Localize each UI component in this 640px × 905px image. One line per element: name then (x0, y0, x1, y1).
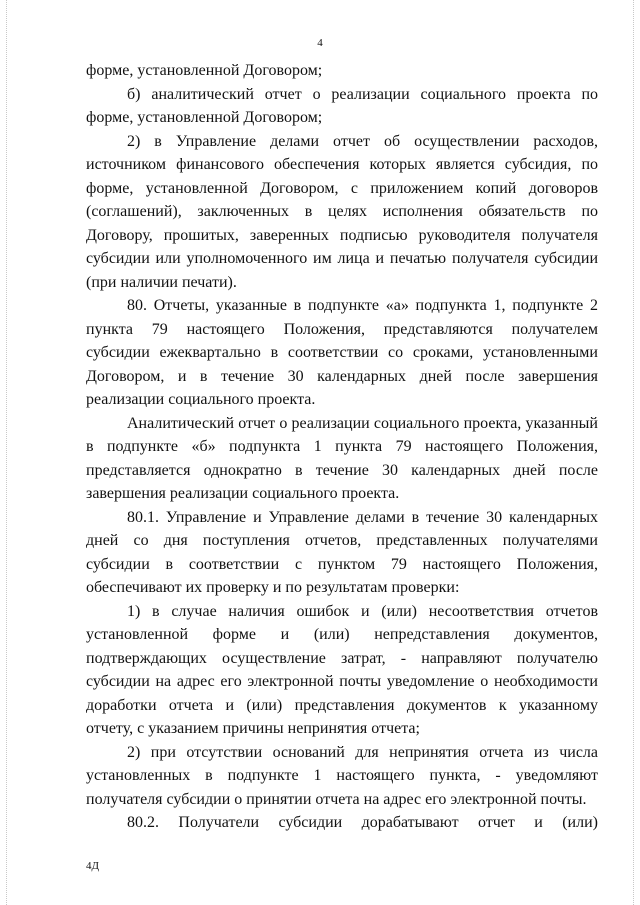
text-line: 80. Отчеты, указанные в подпункте «а» подпункта 1, подпункте 2 (127, 297, 598, 314)
text-line: б) аналитический отчет о реализации социального проекта по (127, 85, 598, 103)
text-line: Договору, прошитых, заверенных подписью руководителя получателя (86, 226, 598, 244)
text-line: получателя субсидии о принятии отчета на адрес его электронной почты. (86, 790, 587, 808)
text-line: 80.1. Управление и Управление делами в течение 30 календарных (127, 508, 598, 526)
text-line: реализации социального проекта. (86, 391, 316, 408)
text-line: отчету, с указанием причины непринятия отчета; (86, 720, 420, 737)
text-line: субсидии или уполномоченного им лица и печатью получателя субсидии (86, 250, 598, 267)
paragraph (86, 412, 598, 506)
text-line: Договором, и в течение 30 календарных дней после завершения (86, 367, 598, 385)
text-line: 2) при отсутствии оснований для непринятия отчета из числа (127, 743, 598, 761)
paragraph (86, 506, 598, 600)
text-line: субсидии в соответствии с пунктом 79 настоящего Положения, (86, 555, 598, 573)
text-line: обеспечивают их проверку и по результатам проверки: (86, 579, 460, 596)
text-line: Аналитический отчет о реализации социального проекта, указанный (127, 414, 598, 432)
text-line: 2) в Управление делами отчет об осуществлении расходов, (127, 132, 598, 150)
paragraph (86, 600, 598, 741)
footer-mark: 4Д (86, 860, 100, 872)
text-line: субсидии на адрес его электронной почты уведомление о необходимости (86, 673, 598, 690)
paragraph (86, 294, 598, 412)
text-line: дней со дня поступления отчетов, представленных получателями (86, 532, 598, 549)
text-line: подтверждающих осуществление затрат, - направляют получателю (86, 649, 598, 667)
paragraph (86, 741, 598, 812)
text-line: в подпункте «б» подпункта 1 пункта 79 настоящего Положения, (86, 438, 598, 455)
text-line: форме, установленной Договором, с приложением копий договоров (86, 179, 598, 197)
text-line: форме, установленной Договором; (86, 109, 323, 126)
text-line: (при наличии печати). (86, 273, 237, 291)
text-line: представляется однократно в течение 30 календарных дней после (86, 461, 598, 479)
text-line: 1) в случае наличия ошибок и (или) несоответствия отчетов (127, 602, 598, 620)
scan-edge-right (633, 0, 635, 905)
text-line: источником финансового обеспечения которых является субсидия, по (86, 156, 598, 173)
paragraph (86, 130, 598, 295)
document-body (86, 59, 598, 835)
page-number: 4 (317, 37, 323, 49)
text-line: субсидии ежеквартально в соответствии со сроками, установленными (86, 344, 598, 361)
text-line: пункта 79 настоящего Положения, представляются получателем (86, 320, 598, 338)
text-line: завершения реализации социального проекта. (86, 485, 400, 502)
paragraph (86, 811, 598, 835)
paragraph (86, 83, 598, 130)
paragraph (86, 59, 598, 83)
text-line: установленных в подпункте 1 настоящего пункта, - уведомляют (86, 767, 598, 784)
text-line: (соглашений), заключенных в целях исполнения обязательств по (86, 203, 598, 220)
text-line: 80.2. Получатели субсидии дорабатывают отчет и (или) (127, 814, 598, 831)
text-line: доработки отчета и (или) представления документов к указанному (86, 696, 598, 714)
scan-edge-left (6, 0, 8, 905)
text-line: форме, установленной Договором; (86, 62, 323, 79)
text-line: установленной форме и (или) непредставления документов, (86, 626, 598, 643)
